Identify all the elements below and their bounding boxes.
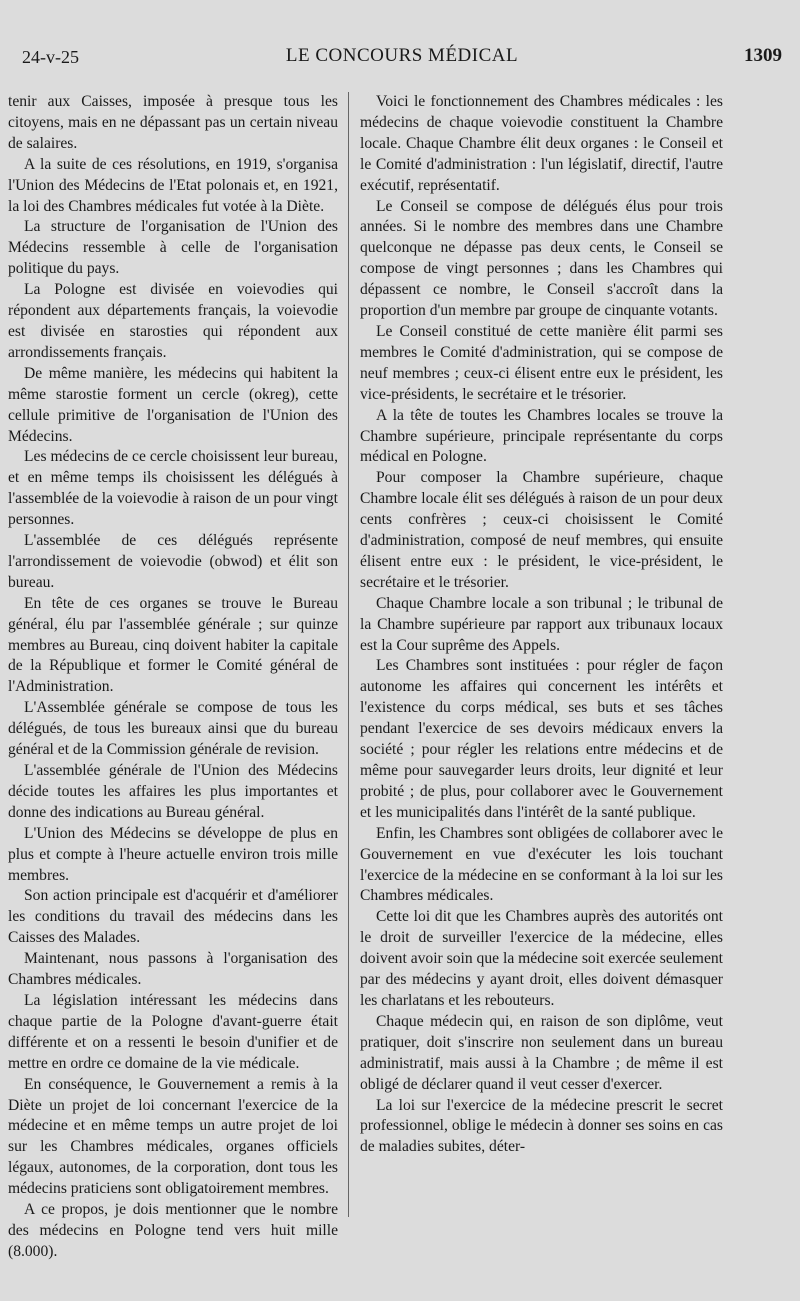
paragraph: La législation intéressant les médecins dans chaque partie de la Pologne d'avant-guerre était différente et on a ressenti le besoin d'unifier et de mettre en ordre ce domaine de la vie médicale. [8,991,338,1072]
paragraph: La structure de l'organisation de l'Union des Médecins ressemble à celle de l'organisation politique du pays. [8,218,338,278]
column-divider [348,92,349,1217]
paragraph: Pour composer la Chambre supérieure, chaque Chambre locale élit ses délégués à raison de un pour deux cents confrères ; ceux-ci choisissent le Comité d'administration, composé de neuf membres, qui ensuite élisent entre eux : le président, le vice-président, le secrétaire et le trésorier. [360,469,723,591]
paragraph: Voici le fonctionnement des Chambres médicales : les médecins de chaque voievodie constituent la Chambre locale. Chaque Chambre élit deux organes : le Conseil et le Comité d'administration : l'un législatif, directif, l'autre exécutif, représentatif. [360,93,723,194]
paragraph: L'assemblée générale de l'Union des Médecins décide toutes les affaires les plus importantes et donne des indications au Bureau général. [8,762,338,821]
paragraph: Chaque Chambre locale a son tribunal ; le tribunal de la Chambre supérieure par rapport aux tribunaux locaux est la Cour suprême des Appels. [360,594,723,654]
right-column [360,92,723,1158]
paragraph: En tête de ces organes se trouve le Bureau général, élu par l'assemblée générale ; sur quinze membres au Bureau, cinq doivent habiter la capitale de la République et former le Comité général de l'Administration. [8,594,338,696]
page-number: 1309 [744,45,782,66]
paragraph: A ce propos, je dois mentionner que le nombre des médecins en Pologne tend vers huit mille (8.000). [8,1201,338,1260]
paragraph: Son action principale est d'acquérir et d'améliorer les conditions du travail des médecins dans les Caisses des Malades. [8,887,338,947]
page-header [22,45,782,75]
paragraph: Chaque médecin qui, en raison de son diplôme, veut pratiquer, doit s'inscrire non seulement dans un bureau administratif, mais aussi à la Chambre ; de même il est obligé de déclarer quand il veut cesser d'exercer. [360,1012,723,1093]
journal-title: LE CONCOURS MÉDICAL [285,45,519,66]
paragraph: En conséquence, le Gouvernement a remis à la Diète un projet de loi concernant l'exercice de la médecine et en même temps un autre projet de loi sur les Chambres médicales, organes officiels légaux, autonomes, de la corporation, dont tous les médecins praticiens sont obligatoirement membres. [8,1075,338,1198]
paragraph: Les Chambres sont instituées : pour régler de façon autonome les affaires qui concernent les intérêts et l'existence du corps médical, ses buts et ses tâches pendant l'exercice de ses devoirs médicaux envers la société ; pour régler les relations entre médecins et de même pour sauvegarder leurs droits, leur dignité et leur probité ; de plus, pour collaborer avec le Gouvernement et les municipalités dans l'intérêt de la santé publique. [360,657,723,821]
paragraph: Cette loi dit que les Chambres auprès des autorités ont le droit de surveiller l'exercice de la médecine, elles doivent avoir soin que la médecine soit exercée seulement par des médecins y ayant droit, elles doivent démasquer les charlatans et les rebouteurs. [360,908,723,1009]
paragraph: Le Conseil constitué de cette manière élit parmi ses membres le Comité d'administration, qui se compose de neuf membres ; ceux-ci élisent entre eux le président, les vice-présidents, le secrétaire et le trésorier. [360,322,723,403]
paragraph: tenir aux Caisses, imposée à presque tous les citoyens, mais en ne dépassant pas un certain niveau de salaires. [8,93,338,152]
paragraph: La Pologne est divisée en voievodies qui répondent aux départements français, la voievodie est divisée en starosties qui répondent aux arrondissements français. [8,281,338,361]
paragraph: L'Union des Médecins se développe de plus en plus et compte à l'heure actuelle environ trois mille membres. [8,824,338,884]
paragraph: A la tête de toutes les Chambres locales se trouve la Chambre supérieure, principale représentante du corps médical en Pologne. [360,406,723,466]
issue-date: 24-v-25 [22,47,79,67]
paragraph: A la suite de ces résolutions, en 1919, s'organisa l'Union des Médecins de l'Etat polonais et, en 1921, la loi des Chambres médicales fut votée à la Diète. [8,155,338,215]
paragraph: Enfin, les Chambres sont obligées de collaborer avec le Gouvernement en vue d'exécuter les lois touchant l'exercice de la médecine en se conformant à la loi sur les Chambres médicales. [360,824,723,905]
paragraph: Le Conseil se compose de délégués élus pour trois années. Si le nombre des membres dans une Chambre quelconque ne dépasse pas deux cents, le Conseil se compose de vingt personnes ; dans les Chambres qui dépassent ce nombre, le Conseil s'accroît dans la proportion d'un membre par groupe de cinquante votants. [360,197,723,320]
paragraph: La loi sur l'exercice de la médecine prescrit le secret professionnel, oblige le médecin à donner ses soins en cas de maladies subites, déter- [360,1096,723,1156]
paragraph: L'assemblée de ces délégués représente l'arrondissement de voievodie (obwod) et élit son bureau. [8,532,338,591]
paragraph: Maintenant, nous passons à l'organisation des Chambres médicales. [8,950,338,989]
paragraph: L'Assemblée générale se compose de tous les délégués, de tous les bureaux ainsi que du bureau général et de la Commission générale de revision. [8,699,338,759]
left-column [8,92,338,1263]
paragraph: Les médecins de ce cercle choisissent leur bureau, et en même temps ils choisissent les délégués à l'assemblée de la voievodie à raison de un pour vingt personnes. [8,448,338,529]
paragraph: De même manière, les médecins qui habitent la même starostie forment un cercle (okreg), cette cellule primitive de l'organisation de l'Union des Médecins. [8,364,338,445]
